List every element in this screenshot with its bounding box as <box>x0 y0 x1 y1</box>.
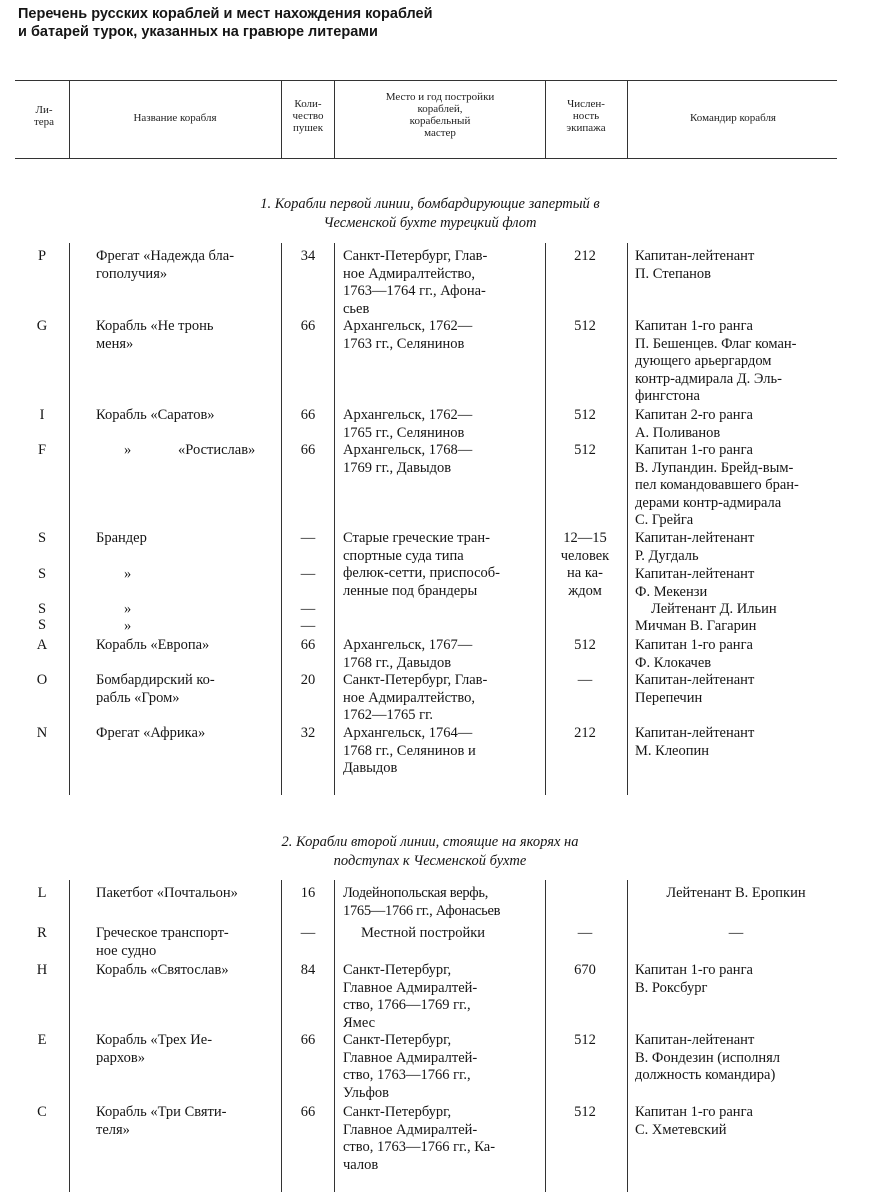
row-guns: 66 <box>300 1104 316 1120</box>
row-crew: 512 <box>574 637 596 653</box>
row-commander: Капитан 1-го ранга В. Роксбург <box>635 962 753 996</box>
document-title: Перечень русских кораблей и мест нахождения кораблей и батарей турок, указанных на гравюре литерами <box>18 6 433 40</box>
row-ship-name: Корабль «Саратов» <box>96 407 215 423</box>
body-col-divider <box>627 880 628 1192</box>
row-letter: C <box>37 1104 47 1120</box>
row-letter: H <box>36 962 48 978</box>
row-place: Архангельск, 1764— 1768 гг., Селянинов и Давыдов <box>343 725 476 776</box>
row-ship-name: Корабль «Не тронь меня» <box>96 318 214 352</box>
body-col-divider <box>69 243 70 795</box>
row-letter: S <box>37 530 47 546</box>
row-guns: — <box>300 601 316 617</box>
row-ship-name: «Ростислав» <box>178 442 256 458</box>
row-place: Санкт-Петербург, Глав- ное Адмиралтейство, 1763—1764 гг., Афона- сьев <box>343 248 488 317</box>
row-guns: 20 <box>300 672 316 688</box>
row-ship-name: Греческое транспорт- ное судно <box>96 925 229 959</box>
row-crew: 512 <box>574 1032 596 1048</box>
row-place: Санкт-Петербург, Главное Адмиралтей- ство, 1763—1766 гг., Ка- чалов <box>343 1104 496 1173</box>
row-letter: E <box>37 1032 47 1048</box>
row-commander: Лейтенант Д. Ильин <box>651 601 777 617</box>
row-commander: Капитан 1-го ранга Ф. Клокачев <box>635 637 753 671</box>
row-ship-name: Пакетбот «Почтальон» <box>96 885 238 901</box>
row-commander: Капитан-лейтенант М. Клеопин <box>635 725 755 759</box>
row-letter: F <box>37 442 47 458</box>
row-letter: N <box>36 725 48 741</box>
row-crew: — <box>577 925 593 941</box>
row-commander: Капитан-лейтенант Р. Дугдаль <box>635 530 755 564</box>
row-ship-name: Фрегат «Африка» <box>96 725 206 741</box>
row-guns: 66 <box>300 442 316 458</box>
row-guns: 16 <box>300 885 316 901</box>
row-commander: Капитан-лейтенант Ф. Мекензи <box>635 566 755 600</box>
row-letter: S <box>37 617 47 633</box>
row-ship-name: Бомбардирский ко- рабль «Гром» <box>96 672 215 706</box>
row-crew: 212 <box>574 248 596 264</box>
header-commander: Командир корабля <box>689 112 776 124</box>
row-guns: — <box>300 566 316 582</box>
body-col-divider <box>334 243 335 795</box>
header-place: Место и год постройки кораблей, корабельный мастер <box>385 91 495 139</box>
row-place: Архангельск, 1767— 1768 гг., Давыдов <box>343 637 473 671</box>
body-col-divider <box>69 880 70 1192</box>
row-letter: P <box>37 248 47 264</box>
row-place: Архангельск, 1768— 1769 гг., Давыдов <box>343 442 473 476</box>
row-ship-name: Фрегат «Надежда бла- гополучия» <box>96 248 235 282</box>
row-ship-name: Брандер <box>96 530 147 546</box>
row-crew: 212 <box>574 725 596 741</box>
section-1-title: 1. Корабли первой линии, бомбардирующие запертый в Чесменской бухте турецкий флот <box>260 196 600 231</box>
row-ship-name: Корабль «Святослав» <box>96 962 229 978</box>
row-crew: — <box>577 672 593 688</box>
row-commander: Капитан 1-го ранга В. Лупандин. Брейд-вым- пел командовавшего бран- дерами контр-адмирала С. Грейга <box>635 442 799 528</box>
row-ship-name-ditto: » <box>124 618 132 634</box>
row-crew: 512 <box>574 442 596 458</box>
row-guns: 84 <box>300 962 316 978</box>
row-place: Архангельск, 1762— 1765 гг., Селянинов <box>343 407 473 441</box>
row-commander: Мичман В. Гагарин <box>635 618 757 634</box>
row-commander: Капитан 2-го ранга А. Поливанов <box>635 407 753 441</box>
row-crew: 512 <box>574 407 596 423</box>
row-commander: Капитан-лейтенант В. Фондезин (исполнял должность командира) <box>635 1032 780 1083</box>
row-place: Санкт-Петербург, Глав- ное Адмиралтейство, 1762—1765 гг. <box>343 672 488 723</box>
row-ship-name-ditto: » <box>124 566 132 582</box>
row-guns: 32 <box>300 725 316 741</box>
header-top-rule <box>15 80 837 81</box>
row-guns: 66 <box>300 1032 316 1048</box>
row-commander: Лейтенант В. Еропкин <box>666 885 806 901</box>
row-ship-name-ditto: » <box>124 601 132 617</box>
row-letter: R <box>37 925 47 941</box>
section-2-title: 2. Корабли второй линии, стоящие на якорях на подступах к Чесменской бухте <box>281 834 579 869</box>
header-crew: Числен- ность экипажа <box>566 98 606 134</box>
row-guns: — <box>300 925 316 941</box>
row-commander: Капитан-лейтенант Перепечин <box>635 672 755 706</box>
row-guns: — <box>300 530 316 546</box>
row-place: Санкт-Петербург, Главное Адмиралтей- ство, 1766—1769 гг., Ямес <box>343 962 478 1031</box>
header-bottom-rule <box>15 158 837 159</box>
row-place: Местной постройки <box>361 925 486 941</box>
row-commander: — <box>728 925 744 941</box>
row-guns: 34 <box>300 248 316 264</box>
row-ship-name: Корабль «Трех Ие- рархов» <box>96 1032 213 1066</box>
row-ship-name: Корабль «Европа» <box>96 637 210 653</box>
row-place: Лодейнопольская верфь, 1765—1766 гг., Афонасьев <box>343 885 501 919</box>
row-letter: S <box>37 601 47 617</box>
body-col-divider <box>281 880 282 1192</box>
row-ship-name-ditto: » <box>124 442 132 458</box>
row-letter: L <box>37 885 47 901</box>
body-col-divider <box>334 880 335 1192</box>
row-place: Санкт-Петербург, Главное Адмиралтей- ство, 1763—1766 гг., Ульфов <box>343 1032 478 1101</box>
row-letter: A <box>36 637 48 653</box>
row-letter: G <box>36 318 48 334</box>
row-letter: O <box>36 672 48 688</box>
row-crew: 670 <box>574 962 596 978</box>
row-guns: 66 <box>300 318 316 334</box>
header-letter: Ли- тера <box>33 104 55 128</box>
row-ship-name: Корабль «Три Святи- теля» <box>96 1104 227 1138</box>
row-crew: 512 <box>574 318 596 334</box>
body-col-divider <box>545 880 546 1192</box>
body-col-divider <box>545 243 546 795</box>
body-col-divider <box>281 243 282 795</box>
row-commander: Капитан 1-го ранга С. Хметевский <box>635 1104 753 1138</box>
header-name: Название корабля <box>133 112 217 124</box>
row-commander: Капитан-лейтенант П. Степанов <box>635 248 755 282</box>
body-col-divider <box>627 243 628 795</box>
row-letter: I <box>39 407 45 423</box>
row-guns: 66 <box>300 637 316 653</box>
row-crew: 12—15 человек на ка- ждом <box>560 530 610 599</box>
row-guns: 66 <box>300 407 316 423</box>
row-crew: 512 <box>574 1104 596 1120</box>
row-place: Старые греческие тран- спортные суда типа фелюк-сетти, приспособ- ленные под брандеры <box>343 530 500 599</box>
header-guns: Коли- чество пушек <box>292 98 324 134</box>
row-letter: S <box>37 566 47 582</box>
row-place: Архангельск, 1762— 1763 гг., Селянинов <box>343 318 473 352</box>
row-commander: Капитан 1-го ранга П. Бешенцев. Флаг коман- дующего арьергардом контр-адмирала Д. Эль- фингстона <box>635 318 797 404</box>
row-guns: — <box>300 618 316 634</box>
